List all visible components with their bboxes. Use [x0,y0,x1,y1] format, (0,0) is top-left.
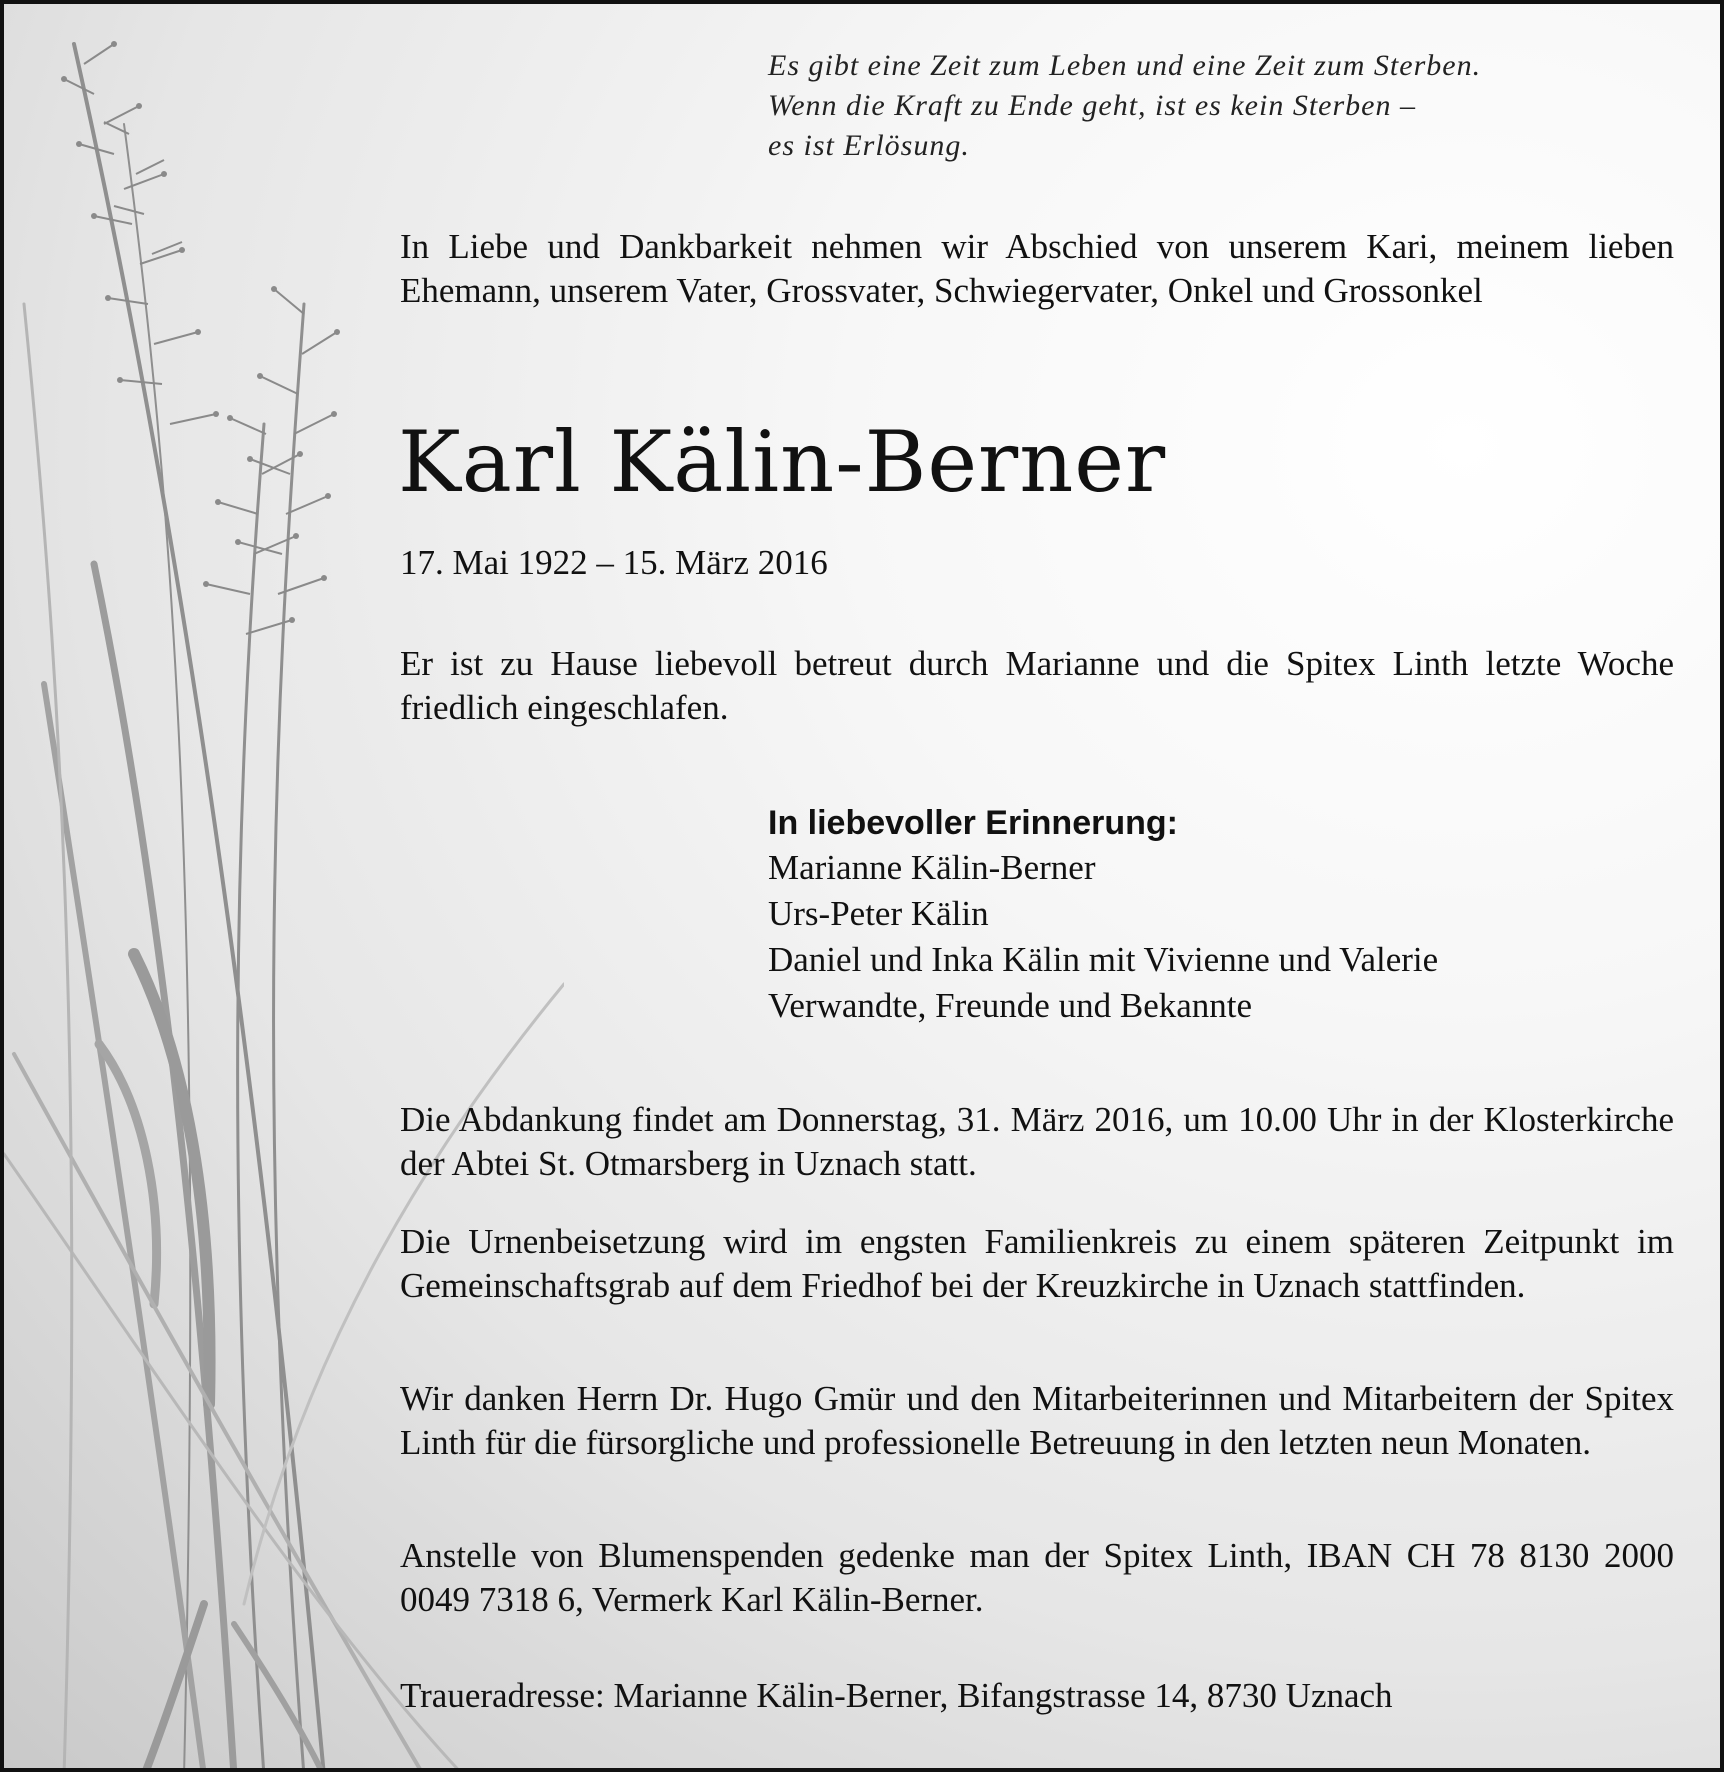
mourner-item: Verwandte, Freunde und Bekannte [768,986,1253,1025]
motto-line: Wenn die Kraft zu Ende geht, ist es kein Sterben – [768,89,1416,122]
mourners-heading: In liebevoller Erinnerung: [768,804,1178,842]
mourning-address: Traueradresse: Marianne Kälin-Berner, Bifangstrasse 14, 8730 Uznach [400,1676,1393,1715]
motto-line: Es gibt eine Zeit zum Leben und eine Zeit zum Sterben. [768,49,1482,82]
mourners-list [768,845,1678,1029]
mourner-item: Daniel und Inka Kälin mit Vivienne und Valerie [768,940,1439,979]
urn-burial-paragraph: Die Urnenbeisetzung wird im engsten Familienkreis zu einem späteren Zeitpunkt im Gemeinschaftsgrab auf dem Friedhof bei der Kreuzkirche in Uznach stattfinden. [400,1222,1674,1305]
passing-paragraph: Er ist zu Hause liebevoll betreut durch Marianne und die Spitex Linth letzte Woche friedlich eingeschlafen. [400,644,1674,727]
life-dates: 17. Mai 1922 – 15. März 2016 [400,543,828,582]
mourner-item: Marianne Kälin-Berner [768,848,1096,887]
deceased-name: Karl Kälin-Berner [398,413,1167,511]
mourner-item: Urs-Peter Kälin [768,894,989,933]
donation-paragraph: Anstelle von Blumenspenden gedenke man der Spitex Linth, IBAN CH 78 8130 2000 0049 7318 6, Vermerk Karl Kälin-Berner. [400,1536,1674,1619]
ceremony-paragraph: Die Abdankung findet am Donnerstag, 31. März 2016, um 10.00 Uhr in der Klosterkirche der Abtei St. Otmarsberg in Uznach statt. [400,1100,1674,1183]
mourners-block [768,801,1678,1029]
motto-quote [768,46,1668,166]
intro-paragraph: In Liebe und Dankbarkeit nehmen wir Abschied von unserem Kari, meinem lieben Ehemann, unserem Vater, Grossvater, Schwiegervater, Onkel und Grossonkel [400,227,1674,310]
motto-line: es ist Erlösung. [768,129,970,162]
thanks-paragraph: Wir danken Herrn Dr. Hugo Gmür und den Mitarbeiterinnen und Mitarbeitern der Spitex Linth für die fürsorgliche und professionelle Betreuung in den letzten neun Monaten. [400,1379,1674,1462]
